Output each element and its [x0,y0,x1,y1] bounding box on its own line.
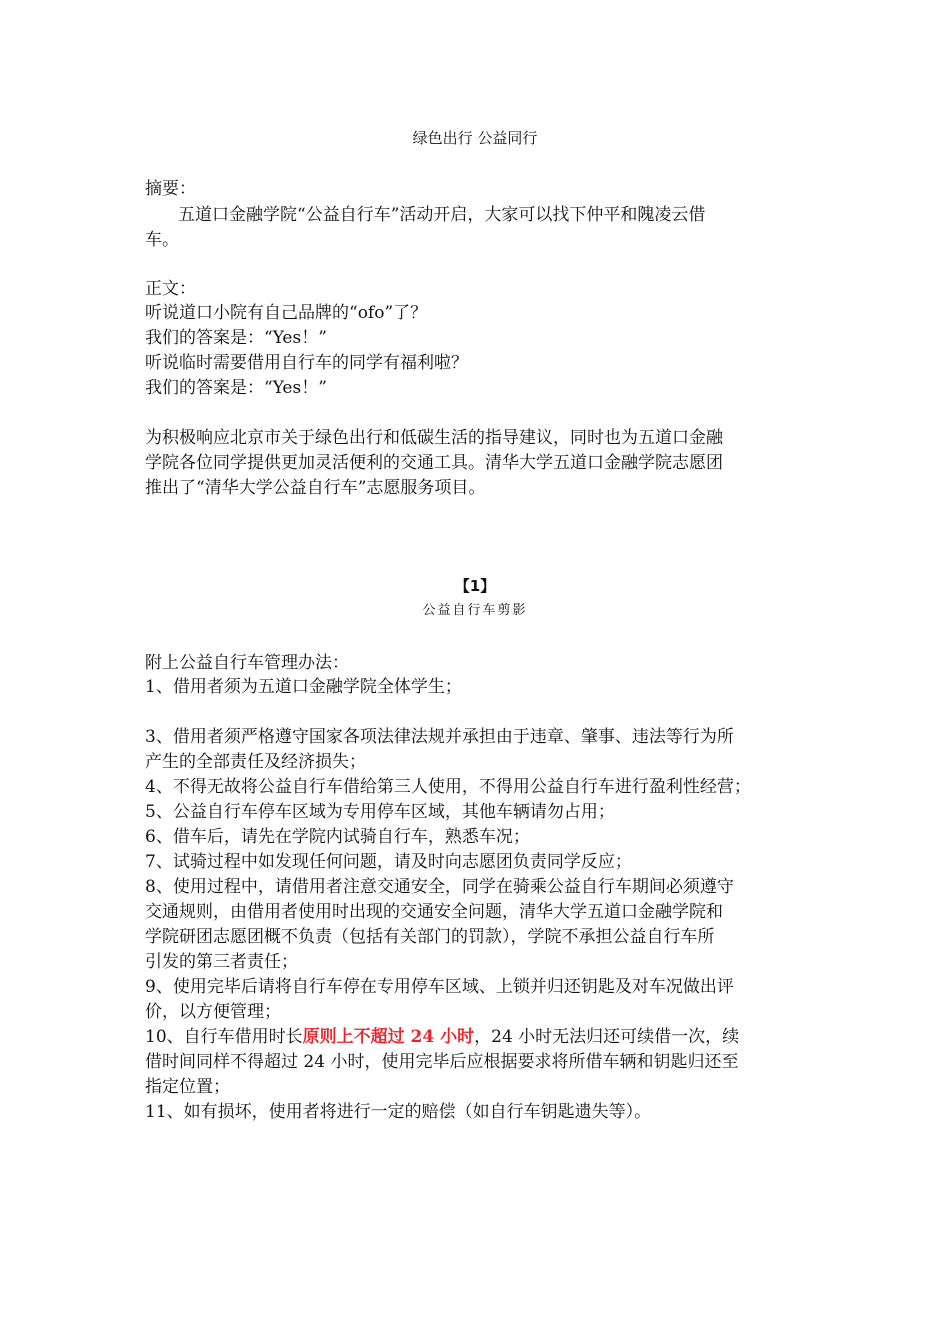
qa-line: 听说道口小院有自己品牌的“ofo”了？ [145,303,428,323]
rule-item: 7、试骑过程中如发现任何问题，请及时向志愿团负责同学反应； [145,852,632,872]
rule-item: 指定位置； [145,1077,230,1097]
rule-item: 6、借车后，请先在学院内试骑自行车，熟悉车况； [145,827,530,847]
qa-line: 我们的答案是：“Yes！” [145,328,327,348]
rule-item: 引发的第三者责任； [145,952,298,972]
rule-10-prefix: 10、自行车借用时长 [145,1027,303,1047]
rule-item: 5、公益自行车停车区域为专用停车区域，其他车辆请勿占用； [145,802,615,822]
rule-item-10 [145,1025,739,1049]
rule-item: 价，以方便管理； [145,1002,281,1022]
abstract-line: 五道口金融学院“公益自行车”活动开启，大家可以找下仲平和隗凌云借 [178,205,706,225]
abstract-line: 车。 [145,230,179,250]
rule-item: 学院研团志愿团概不负责（包括有关部门的罚款），学院不承担公益自行车所 [145,927,715,947]
rule-item: 产生的全部责任及经济损失； [145,752,366,772]
rule-item: 8、使用过程中，请借用者注意交通安全，同学在骑乘公益自行车期间必须遵守 [145,877,734,897]
figure-number: 【1】 [454,577,496,595]
abstract-heading: 摘要： [145,179,196,199]
rule-item: 借时间同样不得超过 24 小时，使用完毕后应根据要求将所借车辆和钥匙归还至 [145,1052,739,1072]
rule-item: 1、借用者须为五道口金融学院全体学生； [145,677,462,697]
qa-line: 听说临时需要借用自行车的同学有福利啦？ [145,353,468,373]
intro-line: 推出了“清华大学公益自行车”志愿服务项目。 [145,478,486,498]
intro-line: 为积极响应北京市关于绿色出行和低碳生活的指导建议，同时也为五道口金融 [145,428,723,448]
body-heading: 正文： [145,279,196,299]
rule-item: 交通规则，由借用者使用时出现的交通安全问题，清华大学五道口金融学院和 [145,902,723,922]
intro-line: 学院各位同学提供更加灵活便利的交通工具。清华大学五道口金融学院志愿团 [145,453,723,473]
rule-10-highlight: 原则上不超过 24 小时 [302,1027,475,1047]
rule-item: 9、使用完毕后请将自行车停在专用停车区域、上锁并归还钥匙及对车况做出评 [145,977,734,997]
rules-heading: 附上公益自行车管理办法： [145,653,349,673]
rule-item: 3、借用者须严格遵守国家各项法律法规并承担由于违章、肇事、违法等行为所 [145,727,734,747]
figure-caption: 公益自行车剪影 [422,603,528,618]
rule-item: 4、不得无故将公益自行车借给第三人使用，不得用公益自行车进行盈利性经营； [145,777,751,797]
document-title: 绿色出行 公益同行 [412,129,538,147]
qa-line: 我们的答案是：“Yes！” [145,378,327,398]
rule-10-suffix: ，24 小时无法归还可续借一次，续 [474,1027,740,1047]
rule-item: 11、如有损坏，使用者将进行一定的赔偿（如自行车钥匙遗失等）。 [145,1102,652,1122]
